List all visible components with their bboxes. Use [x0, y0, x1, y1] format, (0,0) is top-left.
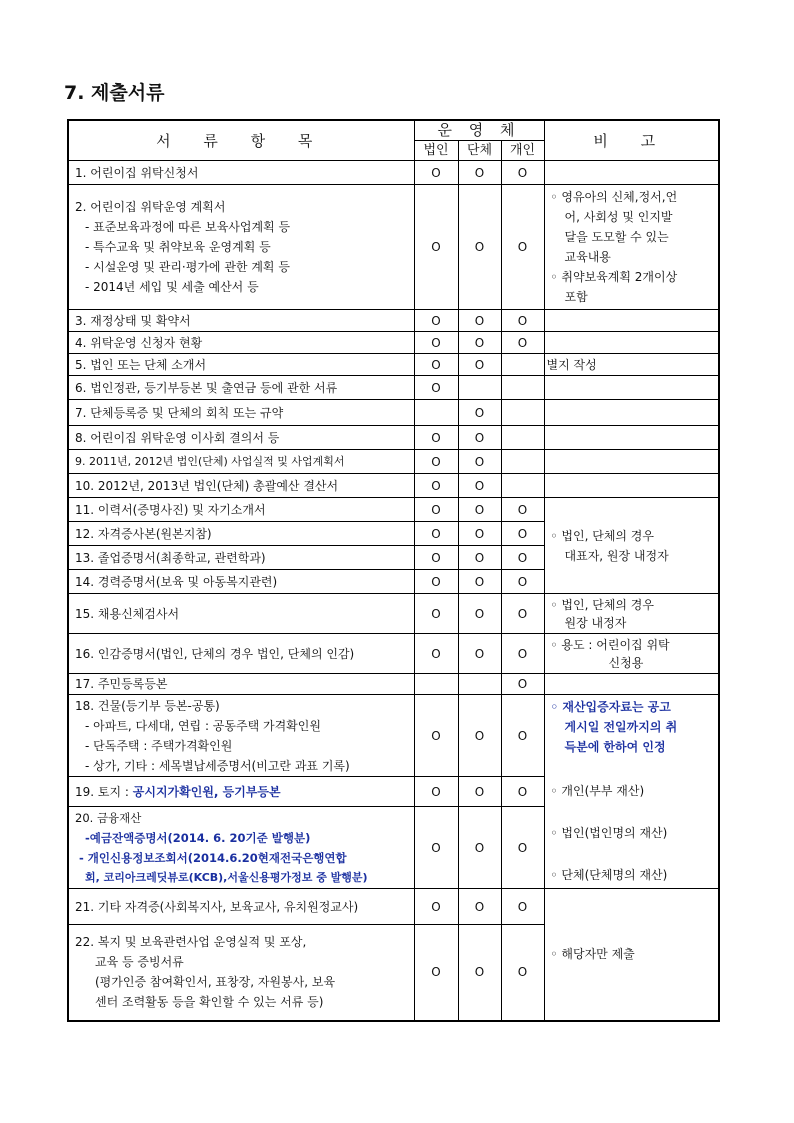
mark-group: O — [458, 310, 501, 332]
item-sub: - 아파트, 다세대, 연립 : 공동주택 가격확인원 — [85, 718, 321, 733]
mark-corp: O — [414, 161, 458, 185]
item-sub: - 단독주택 : 주택가격확인원 — [85, 738, 233, 753]
mark-individual — [501, 450, 544, 474]
remark-line: 교육내용 — [564, 250, 611, 264]
mark-group: O — [458, 450, 501, 474]
table-row — [68, 332, 719, 354]
item-label: 3. 재정상태 및 확약서 — [75, 313, 191, 328]
mark-corp — [414, 400, 458, 426]
item-label: 9. 2011년, 2012년 법인(단체) 사업실적 및 사업계획서 — [75, 454, 345, 468]
item-label: 1. 어린이집 위탁신청서 — [75, 165, 199, 180]
item-label: 5. 법인 또는 단체 소개서 — [75, 357, 207, 372]
mark-corp: O — [414, 594, 458, 634]
item-sub: -예금잔액증명서(2014. 6. 20기준 발행분) — [85, 830, 311, 845]
item-sub: - 상가, 기타 : 세목별납세증명서(비고란 과표 기록) — [85, 758, 350, 773]
mark-individual: O — [501, 777, 544, 807]
table-row — [68, 634, 719, 674]
header-operators: 운 영 체 — [414, 120, 544, 141]
remark-line: ◦ 법인(법인명의 재산) — [550, 826, 668, 840]
item-sub: 센터 조력활동 등을 확인할 수 있는 서류 등) — [95, 995, 324, 1010]
table-row — [68, 474, 719, 498]
mark-individual: O — [501, 546, 544, 570]
item-label: 16. 인감증명서(법인, 단체의 경우 법인, 단체의 인감) — [75, 646, 355, 661]
item-sub: - 시설운영 및 관리·평가에 관한 계획 등 — [85, 260, 290, 274]
item-sub: - 표준보육과정에 따른 보육사업계획 등 — [85, 220, 291, 234]
header-corp: 법인 — [414, 141, 458, 161]
mark-corp: O — [414, 925, 458, 1021]
item-label: 12. 자격증사본(원본지참) — [75, 526, 212, 541]
mark-group: O — [458, 185, 501, 310]
mark-individual: O — [501, 570, 544, 594]
mark-group — [458, 376, 501, 400]
remark-line: 신청용 — [608, 655, 644, 670]
mark-corp: O — [414, 474, 458, 498]
item-label: 6. 법인정관, 등기부등본 및 출연금 등에 관한 서류 — [75, 380, 338, 395]
mark-corp: O — [414, 546, 458, 570]
remark-line: ◦ 취약보육계획 2개이상 — [550, 270, 678, 284]
table-row — [68, 674, 719, 695]
remark-line: 게시일 전일까지의 취 — [564, 720, 678, 734]
mark-individual: O — [501, 332, 544, 354]
mark-corp: O — [414, 889, 458, 925]
table-row — [68, 354, 719, 376]
item-label: 2. 어린이집 위탁운영 계획서 — [75, 200, 226, 214]
mark-individual — [501, 376, 544, 400]
remark-line: 원장 내정자 — [564, 615, 627, 630]
table-row — [68, 450, 719, 474]
mark-individual: O — [501, 807, 544, 889]
item-label: 15. 채용신체검사서 — [75, 606, 180, 621]
mark-individual: O — [501, 522, 544, 546]
mark-group: O — [458, 498, 501, 522]
mark-corp: O — [414, 498, 458, 522]
mark-corp: O — [414, 354, 458, 376]
mark-group: O — [458, 354, 501, 376]
remark-line: ◦ 영유아의 신체,정서,언 — [550, 190, 678, 204]
mark-individual — [501, 426, 544, 450]
mark-individual: O — [501, 161, 544, 185]
item-label: 13. 졸업증명서(최종학교, 관련학과) — [75, 550, 266, 565]
remark-line: ◦ 용도 : 어린이집 위탁 — [550, 637, 670, 652]
remark-line: 포함 — [564, 290, 588, 304]
item-sub: (평가인증 참여확인서, 표창장, 자원봉사, 보육 — [95, 975, 336, 990]
mark-corp: O — [414, 777, 458, 807]
mark-individual: O — [501, 889, 544, 925]
mark-individual: O — [501, 185, 544, 310]
mark-group: O — [458, 546, 501, 570]
remark-line: ◦ 개인(부부 재산) — [550, 784, 645, 798]
mark-individual: O — [501, 498, 544, 522]
remark-line: ◦ 법인, 단체의 경우 — [550, 528, 654, 543]
mark-group: O — [458, 695, 501, 777]
mark-group: O — [458, 634, 501, 674]
item-label: 7. 단체등록증 및 단체의 회칙 또는 규약 — [75, 405, 284, 420]
mark-individual — [501, 400, 544, 426]
item-label: 21. 기타 자격증(사회복지사, 보육교사, 유치원정교사) — [75, 899, 359, 914]
table-row — [68, 594, 719, 634]
item-label: 18. 건물(등기부 등본-공통) — [75, 698, 220, 713]
mark-corp: O — [414, 310, 458, 332]
item-label: 20. 금융재산 — [75, 810, 142, 825]
mark-group: O — [458, 925, 501, 1021]
item-label: 22. 복지 및 보육관련사업 운영실적 및 포상, — [75, 935, 307, 950]
mark-corp: O — [414, 634, 458, 674]
item-sub: 교육 등 증빙서류 — [95, 955, 184, 970]
mark-corp: O — [414, 695, 458, 777]
mark-group: O — [458, 426, 501, 450]
mark-corp — [414, 674, 458, 695]
item-label: 17. 주민등록등본 — [75, 677, 168, 691]
mark-corp: O — [414, 332, 458, 354]
table-row — [68, 426, 719, 450]
mark-group: O — [458, 570, 501, 594]
header-items: 서 류 항 목 — [68, 120, 414, 161]
mark-group: O — [458, 161, 501, 185]
mark-corp: O — [414, 376, 458, 400]
mark-individual — [501, 354, 544, 376]
table-row — [68, 498, 719, 522]
remark-line: 득분에 한하여 인정 — [564, 740, 666, 754]
mark-group — [458, 674, 501, 695]
mark-group: O — [458, 474, 501, 498]
table-row — [68, 310, 719, 332]
mark-corp: O — [414, 570, 458, 594]
item-sub: - 2014년 세입 및 세출 예산서 등 — [85, 280, 259, 294]
item-label: 8. 어린이집 위탁운영 이사회 결의서 등 — [75, 430, 280, 445]
remark-line: 별지 작성 — [546, 357, 597, 372]
remark-line: ◦ 법인, 단체의 경우 — [550, 597, 654, 612]
mark-corp: O — [414, 450, 458, 474]
remark-line: ◦ 재산입증자료는 공고 — [550, 700, 671, 714]
item-sub: - 개인신용정보조회서(2014.6.20현재전국은행연합 — [79, 850, 347, 865]
mark-group: O — [458, 807, 501, 889]
item-label: 4. 위탁운영 신청자 현황 — [75, 335, 203, 350]
mark-corp: O — [414, 807, 458, 889]
section-title: 7. 제출서류 — [64, 82, 165, 104]
documents-table — [67, 119, 720, 1022]
mark-group: O — [458, 400, 501, 426]
table-row — [68, 185, 719, 310]
mark-individual: O — [501, 310, 544, 332]
table-row — [68, 161, 719, 185]
item-label: 19. 토지 : — [75, 784, 133, 799]
item-label: 10. 2012년, 2013년 법인(단체) 총괄예산 결산서 — [75, 478, 339, 493]
mark-individual: O — [501, 674, 544, 695]
header-remarks: 비 고 — [544, 120, 719, 161]
remark-line: ◦ 단체(단체명의 재산) — [550, 868, 668, 882]
item-label: 14. 경력증명서(보육 및 아동복지관련) — [75, 574, 278, 589]
mark-corp: O — [414, 185, 458, 310]
table-row — [68, 695, 719, 777]
remark-line: 대표자, 원장 내정자 — [564, 548, 669, 563]
mark-individual — [501, 474, 544, 498]
table-row — [68, 400, 719, 426]
item-sub: - 특수교육 및 취약보육 운영계획 등 — [85, 240, 271, 254]
header-group: 단체 — [458, 141, 501, 161]
mark-group: O — [458, 889, 501, 925]
remark-line: ◦ 해당자만 제출 — [550, 947, 635, 962]
mark-group: O — [458, 522, 501, 546]
mark-group: O — [458, 594, 501, 634]
item-label-highlight: 공시지가확인원, 등기부등본 — [132, 784, 281, 799]
mark-individual: O — [501, 925, 544, 1021]
mark-group: O — [458, 332, 501, 354]
mark-corp: O — [414, 426, 458, 450]
header-individual: 개인 — [501, 141, 544, 161]
mark-individual: O — [501, 634, 544, 674]
table-row — [68, 889, 719, 925]
remark-line: 어, 사회성 및 인지발 — [564, 210, 673, 224]
remark-line: 달을 도모할 수 있는 — [564, 230, 669, 244]
mark-individual: O — [501, 594, 544, 634]
item-sub: 회, 코리아크레딧뷰로(KCB),서울신용평가정보 중 발행분) — [85, 870, 368, 884]
mark-individual: O — [501, 695, 544, 777]
mark-group: O — [458, 777, 501, 807]
table-row — [68, 376, 719, 400]
mark-corp: O — [414, 522, 458, 546]
item-label: 11. 이력서(증명사진) 및 자기소개서 — [75, 502, 266, 517]
